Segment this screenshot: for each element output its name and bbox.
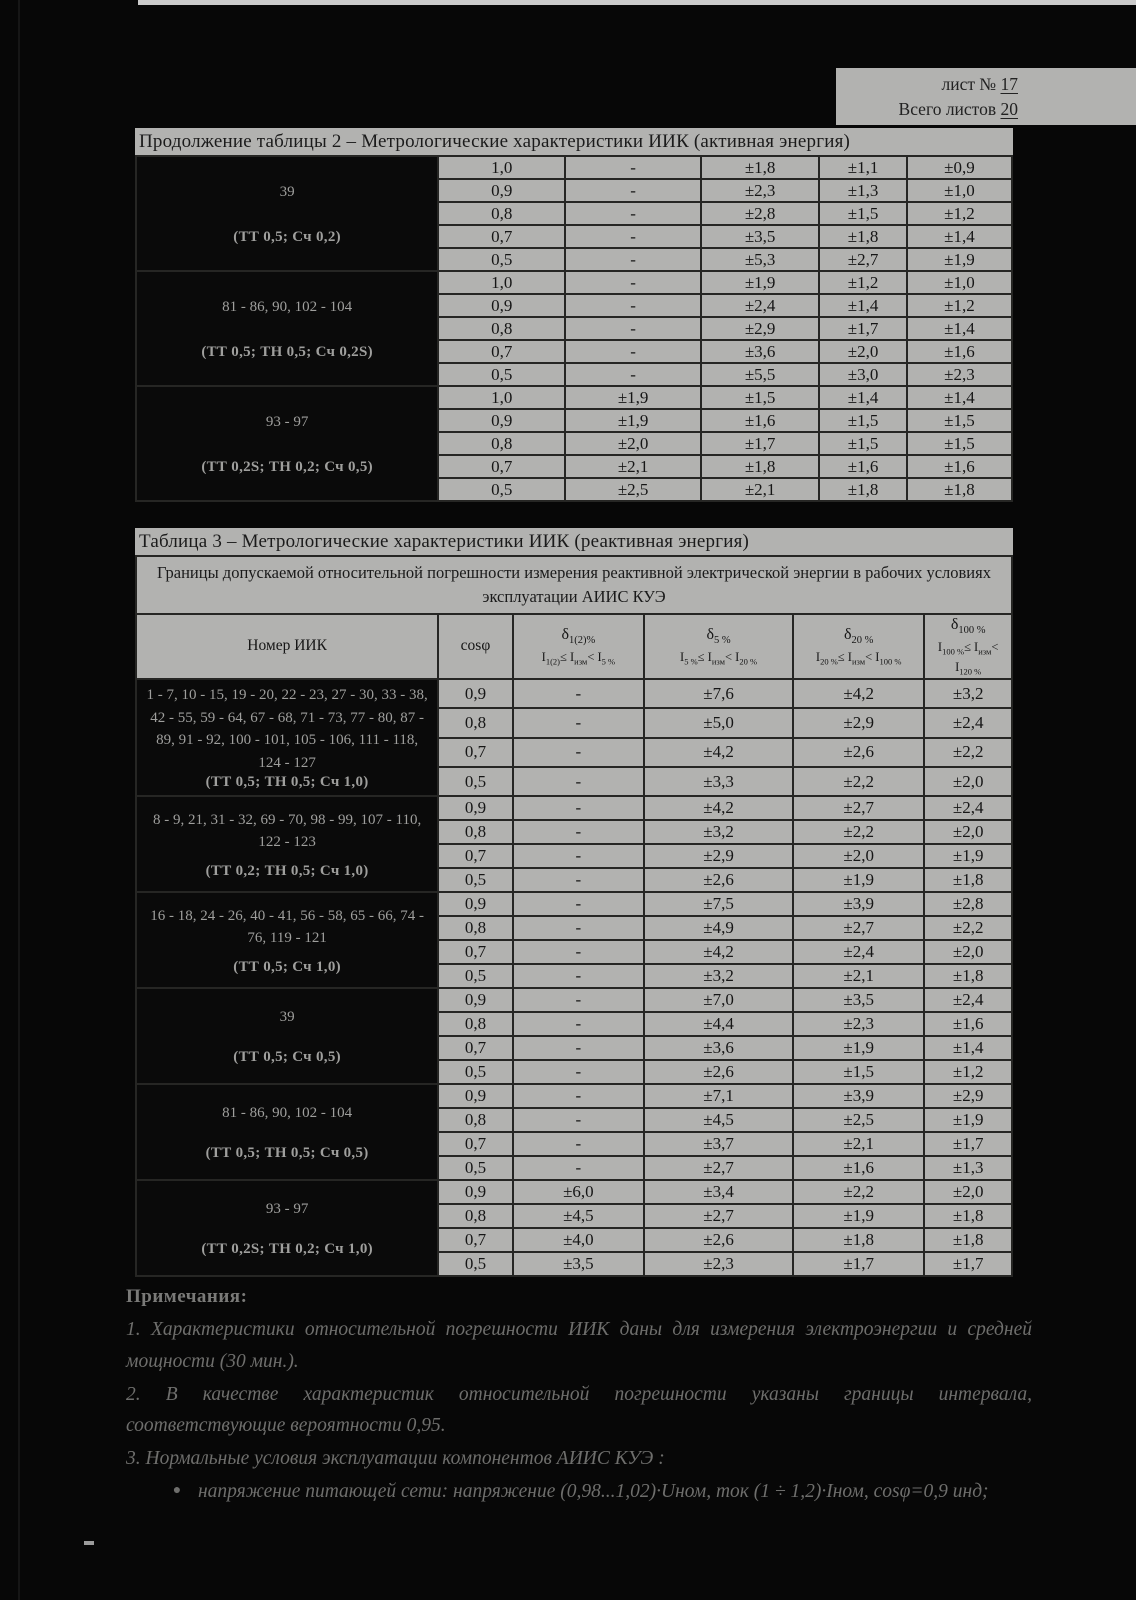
error-value-cell: ±3,5 bbox=[701, 225, 819, 248]
error-value-cell: ±1,4 bbox=[819, 294, 907, 317]
error-value-cell: ±4,2 bbox=[644, 940, 793, 964]
sheet-label: лист № bbox=[941, 74, 997, 94]
table3-title: Таблица 3 – Метрологические характеристики ИИК (реактивная энергия) bbox=[135, 528, 1013, 555]
iik-group-label-cell bbox=[136, 156, 438, 271]
iik-config: (ТТ 0,5; ТН 0,5; Сч 0,2S) bbox=[201, 344, 373, 361]
error-value-cell: ±1,4 bbox=[907, 225, 1012, 248]
column-header-delta-1 bbox=[513, 614, 644, 679]
table-row bbox=[136, 796, 1012, 820]
cosphi-value-cell: 0,9 bbox=[438, 796, 512, 820]
iik-config: (ТТ 0,5; ТН 0,5; Сч 0,5) bbox=[205, 1145, 369, 1161]
cosphi-value-cell: 0,7 bbox=[438, 738, 512, 767]
bullet-icon: ● bbox=[172, 1483, 182, 1499]
iik-numbers: 8 - 9, 21, 31 - 32, 69 - 70, 98 - 99, 107 - 110, 122 - 123 bbox=[153, 811, 422, 851]
cosphi-value-cell: 0,5 bbox=[438, 1252, 512, 1276]
notes-heading: Примечания: bbox=[126, 1286, 248, 1307]
error-value-cell: - bbox=[565, 225, 701, 248]
error-value-cell: ±2,7 bbox=[644, 1204, 793, 1228]
error-value-cell: ±1,4 bbox=[924, 1036, 1012, 1060]
current-range-condition: $I_{1(2)}\le I_{изм}< I_{5 \%}$ bbox=[541, 649, 616, 667]
error-value-cell: ±0,9 bbox=[907, 156, 1012, 179]
error-value-cell: ±4,2 bbox=[644, 738, 793, 767]
column-header-delta-5 bbox=[644, 614, 793, 679]
delta-symbol: $\delta_{100 \%}$ bbox=[950, 615, 986, 637]
error-value-cell: ±3,3 bbox=[644, 767, 793, 796]
error-value-cell: ±1,9 bbox=[701, 271, 819, 294]
table-row bbox=[136, 1084, 1012, 1108]
error-value-cell: ±1,8 bbox=[793, 1228, 924, 1252]
error-value-cell: ±1,9 bbox=[565, 386, 701, 409]
error-value-cell: ±2,4 bbox=[924, 988, 1012, 1012]
error-value-cell: ±2,7 bbox=[644, 1156, 793, 1180]
error-value-cell: ±1,3 bbox=[819, 179, 907, 202]
cosphi-value-cell: 0,7 bbox=[438, 1036, 512, 1060]
iik-config: (ТТ 0,5; Сч 1,0) bbox=[233, 958, 341, 975]
table-row bbox=[136, 271, 1012, 294]
sheet-number-line bbox=[848, 72, 1018, 97]
error-value-cell: ±1,0 bbox=[907, 179, 1012, 202]
error-value-cell: - bbox=[513, 820, 644, 844]
error-value-cell: ±7,5 bbox=[644, 892, 793, 916]
error-value-cell: ±1,8 bbox=[701, 455, 819, 478]
error-value-cell: ±2,1 bbox=[793, 1132, 924, 1156]
cosphi-value-cell: 0,5 bbox=[438, 363, 565, 386]
error-value-cell: ±1,8 bbox=[924, 1204, 1012, 1228]
error-value-cell: - bbox=[513, 796, 644, 820]
error-value-cell: ±4,4 bbox=[644, 1012, 793, 1036]
cosphi-value-cell: 0,5 bbox=[438, 248, 565, 271]
error-value-cell: ±1,5 bbox=[701, 386, 819, 409]
cosphi-value-cell: 0,9 bbox=[438, 892, 512, 916]
cosphi-value-cell: 0,8 bbox=[438, 202, 565, 225]
cosphi-value-cell: 0,9 bbox=[438, 294, 565, 317]
error-value-cell: ±3,5 bbox=[513, 1252, 644, 1276]
error-value-cell: ±6,0 bbox=[513, 1180, 644, 1204]
iik-numbers: 1 - 7, 10 - 15, 19 - 20, 22 - 23, 27 - 30, 33 - 38, 42 - 55, 59 - 64, 67 - 68, 71 - 73, 77 - 80, 87 - 89, 91 - 92, 100 - 101, 105 - 106, 111 - 118, 124 - 127 bbox=[146, 687, 428, 771]
error-value-cell: ±1,2 bbox=[907, 294, 1012, 317]
error-value-cell: ±2,2 bbox=[793, 820, 924, 844]
error-value-cell: ±1,4 bbox=[907, 386, 1012, 409]
error-value-cell: ±1,5 bbox=[819, 202, 907, 225]
cosphi-value-cell: 0,9 bbox=[438, 1180, 512, 1204]
cosphi-value-cell: 0,5 bbox=[438, 1156, 512, 1180]
error-value-cell: ±2,0 bbox=[924, 767, 1012, 796]
error-value-cell: ±1,5 bbox=[819, 409, 907, 432]
error-value-cell: ±2,9 bbox=[701, 317, 819, 340]
error-value-cell: ±5,0 bbox=[644, 708, 793, 737]
error-value-cell: ±2,6 bbox=[644, 868, 793, 892]
error-value-cell: - bbox=[513, 916, 644, 940]
error-value-cell: ±2,3 bbox=[907, 363, 1012, 386]
error-value-cell: ±2,9 bbox=[644, 844, 793, 868]
error-value-cell: ±3,5 bbox=[793, 988, 924, 1012]
error-value-cell: ±2,2 bbox=[924, 738, 1012, 767]
note-1: 1. Характеристики относительной погрешности ИИК даны для измерения электроэнергии и средней мощности (30 мин.). bbox=[126, 1319, 1032, 1372]
error-value-cell: ±1,8 bbox=[907, 478, 1012, 501]
error-value-cell: ±2,3 bbox=[644, 1252, 793, 1276]
column-header-iik-number: Номер ИИК bbox=[136, 614, 438, 679]
error-value-cell: ±2,7 bbox=[793, 916, 924, 940]
iik-config: (ТТ 0,2S; ТН 0,2; Сч 1,0) bbox=[201, 1241, 373, 1257]
error-value-cell: ±1,7 bbox=[701, 432, 819, 455]
error-value-cell: - bbox=[513, 1084, 644, 1108]
iik-group-label-cell bbox=[136, 1180, 438, 1276]
delta-symbol: $\delta_{5 \%}$ bbox=[706, 625, 731, 647]
error-value-cell: ±1,8 bbox=[819, 225, 907, 248]
error-value-cell: ±1,5 bbox=[819, 432, 907, 455]
error-value-cell: ±2,0 bbox=[819, 340, 907, 363]
cosphi-value-cell: 0,9 bbox=[438, 409, 565, 432]
table2-title: Продолжение таблицы 2 – Метрологические характеристики ИИК (активная энергия) bbox=[135, 128, 1013, 155]
error-value-cell: - bbox=[513, 1108, 644, 1132]
error-value-cell: ±2,6 bbox=[644, 1228, 793, 1252]
error-value-cell: ±3,4 bbox=[644, 1180, 793, 1204]
error-value-cell: ±2,5 bbox=[793, 1108, 924, 1132]
cosphi-value-cell: 1,0 bbox=[438, 271, 565, 294]
error-value-cell: - bbox=[565, 317, 701, 340]
error-value-cell: - bbox=[565, 202, 701, 225]
cosphi-value-cell: 0,8 bbox=[438, 432, 565, 455]
table3-span-header: Границы допускаемой относительной погрешности измерения реактивной электрической энергии в рабочих условиях эксплуатации АИИС КУЭ bbox=[136, 556, 1012, 614]
sheet-number: 17 bbox=[1000, 74, 1018, 94]
error-value-cell: ±1,9 bbox=[565, 409, 701, 432]
table-row bbox=[136, 892, 1012, 916]
table-row bbox=[136, 679, 1012, 708]
table2-active-energy bbox=[135, 155, 1013, 502]
error-value-cell: ±2,2 bbox=[793, 767, 924, 796]
iik-config: (ТТ 0,5; Сч 0,2) bbox=[233, 229, 341, 246]
error-value-cell: - bbox=[513, 1060, 644, 1084]
total-sheets-number: 20 bbox=[1000, 98, 1018, 119]
table-row bbox=[136, 386, 1012, 409]
error-value-cell: ±2,0 bbox=[565, 432, 701, 455]
error-value-cell: ±2,8 bbox=[701, 202, 819, 225]
cosphi-value-cell: 0,9 bbox=[438, 679, 512, 708]
error-value-cell: ±1,6 bbox=[793, 1156, 924, 1180]
error-value-cell: ±3,9 bbox=[793, 892, 924, 916]
error-value-cell: ±1,7 bbox=[819, 317, 907, 340]
scan-artifact-top-line bbox=[138, 0, 1136, 5]
error-value-cell: ±5,3 bbox=[701, 248, 819, 271]
error-value-cell: ±3,2 bbox=[644, 820, 793, 844]
error-value-cell: ±1,6 bbox=[907, 340, 1012, 363]
error-value-cell: ±1,7 bbox=[793, 1252, 924, 1276]
iik-config: (ТТ 0,2; ТН 0,5; Сч 1,0) bbox=[205, 862, 369, 879]
error-value-cell: ±1,6 bbox=[701, 409, 819, 432]
error-value-cell: - bbox=[565, 248, 701, 271]
error-value-cell: ±2,7 bbox=[819, 248, 907, 271]
error-value-cell: - bbox=[513, 1132, 644, 1156]
table3-reactive-energy bbox=[135, 555, 1013, 1277]
error-value-cell: ±5,5 bbox=[701, 363, 819, 386]
iik-numbers: 39 bbox=[279, 183, 295, 200]
error-value-cell: ±2,4 bbox=[924, 708, 1012, 737]
cosphi-value-cell: 0,9 bbox=[438, 988, 512, 1012]
iik-numbers: 81 - 86, 90, 102 - 104 bbox=[222, 1105, 353, 1122]
error-value-cell: ±1,8 bbox=[924, 1228, 1012, 1252]
error-value-cell: ±1,1 bbox=[819, 156, 907, 179]
error-value-cell: ±1,8 bbox=[819, 478, 907, 501]
error-value-cell: ±2,0 bbox=[793, 844, 924, 868]
iik-numbers: 81 - 86, 90, 102 - 104 bbox=[222, 298, 353, 315]
table3-section bbox=[135, 528, 1013, 1277]
error-value-cell: ±1,9 bbox=[907, 248, 1012, 271]
cosphi-value-cell: 1,0 bbox=[438, 156, 565, 179]
error-value-cell: - bbox=[513, 892, 644, 916]
error-value-cell: ±1,9 bbox=[793, 868, 924, 892]
error-value-cell: ±2,9 bbox=[924, 1084, 1012, 1108]
error-value-cell: ±4,9 bbox=[644, 916, 793, 940]
error-value-cell: ±1,2 bbox=[924, 1060, 1012, 1084]
error-value-cell: ±2,1 bbox=[565, 455, 701, 478]
error-value-cell: - bbox=[513, 988, 644, 1012]
error-value-cell: ±1,9 bbox=[793, 1204, 924, 1228]
error-value-cell: - bbox=[565, 340, 701, 363]
cosphi-value-cell: 0,7 bbox=[438, 455, 565, 478]
cosphi-value-cell: 0,8 bbox=[438, 1108, 512, 1132]
cosphi-value-cell: 0,5 bbox=[438, 868, 512, 892]
error-value-cell: ±2,0 bbox=[924, 820, 1012, 844]
error-value-cell: - bbox=[565, 156, 701, 179]
error-value-cell: ±2,3 bbox=[701, 179, 819, 202]
iik-group-label-cell bbox=[136, 386, 438, 501]
error-value-cell: - bbox=[513, 1036, 644, 1060]
error-value-cell: - bbox=[513, 844, 644, 868]
cosphi-value-cell: 0,7 bbox=[438, 225, 565, 248]
error-value-cell: ±2,1 bbox=[701, 478, 819, 501]
table-row bbox=[136, 156, 1012, 179]
error-value-cell: ±2,2 bbox=[924, 916, 1012, 940]
table2-section bbox=[135, 128, 1013, 502]
error-value-cell: ±1,6 bbox=[924, 1012, 1012, 1036]
cosphi-value-cell: 0,5 bbox=[438, 767, 512, 796]
error-value-cell: - bbox=[513, 1012, 644, 1036]
delta-symbol: $\delta_{1(2)\%}$ bbox=[561, 625, 596, 647]
error-value-cell: - bbox=[513, 738, 644, 767]
table3-span-header-row bbox=[136, 556, 1012, 614]
note-3: 3. Нормальные условия эксплуатации компонентов АИИС КУЭ : bbox=[126, 1448, 665, 1470]
cosphi-value-cell: 0,7 bbox=[438, 340, 565, 363]
cosphi-value-cell: 1,0 bbox=[438, 386, 565, 409]
error-value-cell: - bbox=[513, 964, 644, 988]
error-value-cell: ±1,7 bbox=[924, 1252, 1012, 1276]
cosphi-value-cell: 0,8 bbox=[438, 820, 512, 844]
cosphi-value-cell: 0,8 bbox=[438, 708, 512, 737]
error-value-cell: ±2,4 bbox=[793, 940, 924, 964]
cosphi-value-cell: 0,7 bbox=[438, 1228, 512, 1252]
error-value-cell: ±1,2 bbox=[819, 271, 907, 294]
cosphi-value-cell: 0,8 bbox=[438, 1204, 512, 1228]
error-value-cell: ±1,4 bbox=[819, 386, 907, 409]
error-value-cell: ±7,6 bbox=[644, 679, 793, 708]
scan-artifact-left-line bbox=[18, 0, 20, 1600]
error-value-cell: ±1,9 bbox=[793, 1036, 924, 1060]
cosphi-value-cell: 0,9 bbox=[438, 1084, 512, 1108]
error-value-cell: ±2,5 bbox=[565, 478, 701, 501]
cosphi-value-cell: 0,9 bbox=[438, 179, 565, 202]
total-sheets-label: Всего листов bbox=[898, 98, 997, 119]
cosphi-value-cell: 0,7 bbox=[438, 940, 512, 964]
current-range-condition: $I_{100 \%}\le I_{изм}< I_{120 \%}$ bbox=[937, 639, 999, 677]
cosphi-value-cell: 0,7 bbox=[438, 844, 512, 868]
note-3-bullet-text: напряжение питающей сети: напряжение (0,98...1,02)·Uном, ток (1 ÷ 1,2)·Iном, cosφ=0,9 инд; bbox=[198, 1481, 989, 1503]
iik-numbers: 93 - 97 bbox=[265, 1201, 309, 1218]
scan-artifact-dot bbox=[84, 1541, 94, 1545]
iik-group-label-cell bbox=[136, 679, 438, 796]
error-value-cell: - bbox=[513, 708, 644, 737]
error-value-cell: ±2,7 bbox=[793, 796, 924, 820]
error-value-cell: ±3,6 bbox=[701, 340, 819, 363]
error-value-cell: ±1,5 bbox=[793, 1060, 924, 1084]
cosphi-value-cell: 0,5 bbox=[438, 964, 512, 988]
error-value-cell: ±2,1 bbox=[793, 964, 924, 988]
iik-group-label-cell bbox=[136, 271, 438, 386]
cosphi-value-cell: 0,7 bbox=[438, 1132, 512, 1156]
iik-config: (ТТ 0,2S; ТН 0,2; Сч 0,5) bbox=[201, 459, 373, 476]
error-value-cell: - bbox=[565, 271, 701, 294]
error-value-cell: ±3,7 bbox=[644, 1132, 793, 1156]
error-value-cell: ±1,7 bbox=[924, 1132, 1012, 1156]
error-value-cell: ±2,9 bbox=[793, 708, 924, 737]
error-value-cell: - bbox=[565, 294, 701, 317]
error-value-cell: ±1,9 bbox=[924, 844, 1012, 868]
error-value-cell: ±3,0 bbox=[819, 363, 907, 386]
error-value-cell: ±3,2 bbox=[644, 964, 793, 988]
column-header-delta-20 bbox=[793, 614, 924, 679]
error-value-cell: ±7,1 bbox=[644, 1084, 793, 1108]
error-value-cell: ±1,4 bbox=[907, 317, 1012, 340]
iik-config: (ТТ 0,5; ТН 0,5; Сч 1,0) bbox=[205, 774, 369, 791]
iik-group-label-cell bbox=[136, 1084, 438, 1180]
iik-group-label-cell bbox=[136, 988, 438, 1084]
current-range-condition: $I_{20 \%}\le I_{изм}< I_{100 \%}$ bbox=[815, 649, 902, 667]
error-value-cell: ±2,4 bbox=[701, 294, 819, 317]
error-value-cell: - bbox=[513, 868, 644, 892]
error-value-cell: ±4,5 bbox=[644, 1108, 793, 1132]
error-value-cell: ±1,5 bbox=[907, 409, 1012, 432]
cosphi-value-cell: 0,8 bbox=[438, 1012, 512, 1036]
cosphi-value-cell: 0,8 bbox=[438, 916, 512, 940]
error-value-cell: ±1,3 bbox=[924, 1156, 1012, 1180]
error-value-cell: ±1,6 bbox=[819, 455, 907, 478]
error-value-cell: - bbox=[513, 940, 644, 964]
error-value-cell: ±1,8 bbox=[701, 156, 819, 179]
error-value-cell: ±4,5 bbox=[513, 1204, 644, 1228]
error-value-cell: - bbox=[513, 679, 644, 708]
error-value-cell: ±1,8 bbox=[924, 964, 1012, 988]
error-value-cell: - bbox=[513, 767, 644, 796]
cosphi-value-cell: 0,8 bbox=[438, 317, 565, 340]
error-value-cell: ±3,2 bbox=[924, 679, 1012, 708]
error-value-cell: ±2,8 bbox=[924, 892, 1012, 916]
total-sheets-line bbox=[848, 97, 1018, 122]
notes-section bbox=[126, 1282, 1032, 1508]
error-value-cell: ±3,9 bbox=[793, 1084, 924, 1108]
error-value-cell: - bbox=[565, 363, 701, 386]
iik-group-label-cell bbox=[136, 892, 438, 988]
column-header-cosphi: cosφ bbox=[438, 614, 512, 679]
iik-numbers: 93 - 97 bbox=[265, 413, 309, 430]
error-value-cell: ±1,0 bbox=[907, 271, 1012, 294]
sheet-counter bbox=[836, 68, 1136, 125]
error-value-cell: ±1,2 bbox=[907, 202, 1012, 225]
current-range-condition: $I_{5 \%}\le I_{изм}< I_{20 \%}$ bbox=[680, 649, 758, 667]
cosphi-value-cell: 0,5 bbox=[438, 1060, 512, 1084]
iik-numbers: 16 - 18, 24 - 26, 40 - 41, 56 - 58, 65 - 66, 74 - 76, 119 - 121 bbox=[150, 907, 424, 947]
error-value-cell: ±7,0 bbox=[644, 988, 793, 1012]
error-value-cell: ±1,6 bbox=[907, 455, 1012, 478]
error-value-cell: ±2,6 bbox=[793, 738, 924, 767]
error-value-cell: ±2,0 bbox=[924, 1180, 1012, 1204]
error-value-cell: ±1,5 bbox=[907, 432, 1012, 455]
iik-group-label-cell bbox=[136, 796, 438, 892]
delta-symbol: $\delta_{20 \%}$ bbox=[843, 625, 874, 647]
error-value-cell: ±2,2 bbox=[793, 1180, 924, 1204]
error-value-cell: ±2,4 bbox=[924, 796, 1012, 820]
table-row bbox=[136, 988, 1012, 1012]
cosphi-value-cell: 0,5 bbox=[438, 478, 565, 501]
column-header-delta-100 bbox=[924, 614, 1012, 679]
table-row bbox=[136, 1180, 1012, 1204]
iik-config: (ТТ 0,5; Сч 0,5) bbox=[233, 1049, 341, 1065]
table3-column-header-row bbox=[136, 614, 1012, 679]
error-value-cell: ±4,2 bbox=[793, 679, 924, 708]
error-value-cell: ±4,0 bbox=[513, 1228, 644, 1252]
note-2: 2. В качестве характеристик относительной погрешности указаны границы интервала, соответствующие вероятности 0,95. bbox=[126, 1383, 1032, 1436]
error-value-cell: ±3,6 bbox=[644, 1036, 793, 1060]
error-value-cell: ±4,2 bbox=[644, 796, 793, 820]
error-value-cell: ±1,9 bbox=[924, 1108, 1012, 1132]
note-3-bullet bbox=[126, 1476, 1032, 1507]
error-value-cell: ±2,6 bbox=[644, 1060, 793, 1084]
iik-numbers: 39 bbox=[279, 1009, 295, 1026]
error-value-cell: ±2,0 bbox=[924, 940, 1012, 964]
error-value-cell: ±2,3 bbox=[793, 1012, 924, 1036]
error-value-cell: - bbox=[513, 1156, 644, 1180]
error-value-cell: - bbox=[565, 179, 701, 202]
error-value-cell: ±1,8 bbox=[924, 868, 1012, 892]
